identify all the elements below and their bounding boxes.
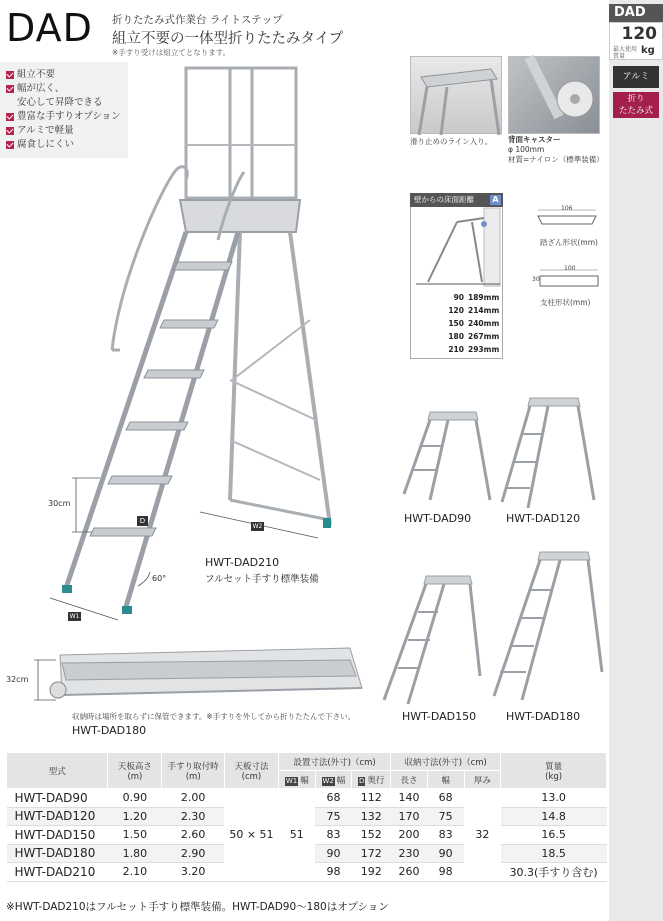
col-len: 長さ — [391, 771, 428, 789]
max-weight-value: 120 — [621, 24, 657, 44]
folding-badge — [613, 92, 659, 118]
product-headline: 組立不要の一体型折りたたみタイプ — [112, 31, 344, 47]
table-row: HWT-DAD120 1.20 2.30 75 132 170 75 14.8 — [7, 807, 607, 826]
mark-w1: W1 — [69, 613, 80, 620]
page-title: DAD — [6, 6, 93, 50]
distance-value: 214mm — [468, 306, 500, 315]
check-icon — [6, 85, 14, 93]
anti-slip-caption: 滑り止めのライン入り。 — [410, 137, 493, 146]
col-mass: 質量 (kg) — [501, 753, 607, 789]
model-dad90-label: HWT-DAD90 — [404, 512, 472, 525]
col-storage: 収納寸法(外寸)（cm) — [391, 753, 501, 771]
col-height: 天板高さ (m) — [108, 753, 162, 789]
model-dad180-label: HWT-DAD180 — [506, 710, 581, 723]
caster-material: 材質=ナイロン（標準装備） — [508, 155, 604, 164]
distance-size: 180 — [448, 332, 464, 341]
folded-caption: 収納時は場所を取らずに保管できます。※手すりを外してから折りたたんで下さい。 — [72, 712, 356, 721]
col-thick: 厚み — [464, 771, 501, 789]
check-icon — [6, 141, 14, 149]
col-top: 天板寸法 (cm) — [224, 753, 278, 789]
col-install: 設置寸法(外寸)（cm) — [278, 753, 390, 771]
distance-value: 267mm — [468, 332, 500, 341]
folding-badge-line2: たたみ式 — [618, 106, 653, 116]
w1-badge: W1 — [285, 776, 298, 785]
model-dad210-note: フルセット手すり標準装備 — [205, 574, 319, 585]
assembly-note: ※手すり受けは組立てとなります。 — [112, 48, 231, 57]
model-dad210-label: HWT-DAD210 — [205, 556, 280, 569]
merged-w1: 51 — [278, 789, 315, 882]
mark-w2: W2 — [252, 523, 263, 530]
folding-badge-line1: 折り — [627, 94, 645, 104]
material-badge: アルミ — [613, 66, 659, 88]
check-icon — [6, 127, 14, 135]
table-row: HWT-DAD180 1.80 2.90 90 172 230 90 18.5 — [7, 844, 607, 863]
feature-item: 組立不要 — [6, 68, 122, 82]
feature-item: アルミで軽量 — [6, 124, 122, 138]
model-dad180-folded-label: HWT-DAD180 — [72, 724, 147, 737]
feature-list — [0, 62, 128, 158]
distance-size: 90 — [453, 293, 464, 302]
anti-slip-photo — [410, 56, 502, 134]
product-subtitle: 折りたたみ式作業台 ライトステップ — [112, 14, 283, 26]
merged-top-size: 50 × 51 — [224, 789, 278, 882]
support-profile-label: 支柱形状(mm) — [540, 298, 591, 307]
col-rail: 手すり取付時 (m) — [162, 753, 225, 789]
distance-value: 240mm — [468, 319, 500, 328]
footnote: ※HWT-DAD210はフルセット手すり標準装備。HWT-DAD90～180はオプション — [6, 901, 389, 913]
feature-item: 腐食しにくい — [6, 138, 122, 152]
dimension-height-label: 30cm — [48, 499, 71, 508]
mark-d: D — [137, 516, 148, 526]
wall-distance-diagram — [412, 208, 502, 288]
folded-dimension-label: 32cm — [6, 675, 29, 684]
model-dad150-label: HWT-DAD150 — [402, 710, 477, 723]
caster-photo — [508, 56, 600, 134]
col-width: 幅 — [427, 771, 464, 789]
wall-distance-marker: A — [490, 195, 501, 205]
support-width: 100 — [564, 265, 576, 272]
side-tab — [609, 0, 663, 921]
caster-title: 背面キャスター — [508, 135, 561, 144]
col-w1: W1 幅 — [278, 771, 315, 789]
d-badge: D — [359, 776, 365, 785]
max-weight-label: 最大使用質量 — [613, 46, 638, 60]
w2-badge: W2 — [322, 776, 334, 785]
side-tab-code: DAD — [609, 4, 663, 22]
col-w2: W2 幅 — [315, 771, 352, 789]
check-icon — [6, 113, 14, 121]
col-d: D 奥行 — [352, 771, 391, 789]
caster-size: φ 100mm — [508, 145, 545, 154]
feature-item: 幅が広く、 — [6, 82, 122, 96]
tread-profile-label: 踏ざん形状(mm) — [540, 238, 598, 247]
angle-label: 60° — [152, 574, 167, 583]
table-row: HWT-DAD210 2.10 3.20 98 192 260 98 30.3(手すり含む) — [7, 863, 607, 882]
feature-item: 豊富な手すりオプション — [6, 110, 122, 124]
wall-distance-header: 壁からの床面距離 — [410, 193, 503, 207]
distance-size: 120 — [448, 306, 464, 315]
distance-size: 210 — [448, 345, 464, 354]
spec-table — [6, 752, 607, 882]
distance-value: 293mm — [468, 345, 500, 354]
feature-item-continued: 安心して昇降できる — [17, 97, 103, 108]
tread-width: 106 — [561, 205, 573, 212]
table-row: HWT-DAD150 1.50 2.60 83 152 200 83 16.5 — [7, 826, 607, 845]
col-model: 型式 — [7, 753, 108, 789]
distance-value: 189mm — [468, 293, 500, 302]
max-weight-unit: kg — [641, 45, 655, 56]
merged-thick: 32 — [464, 789, 501, 882]
distance-size: 150 — [448, 319, 464, 328]
check-icon — [6, 71, 14, 79]
support-mark: 30 — [532, 276, 540, 283]
table-row: HWT-DAD90 0.90 2.00 50 × 51 51 68 112 140 68 32 13.0 — [7, 789, 607, 808]
model-dad120-label: HWT-DAD120 — [506, 512, 581, 525]
